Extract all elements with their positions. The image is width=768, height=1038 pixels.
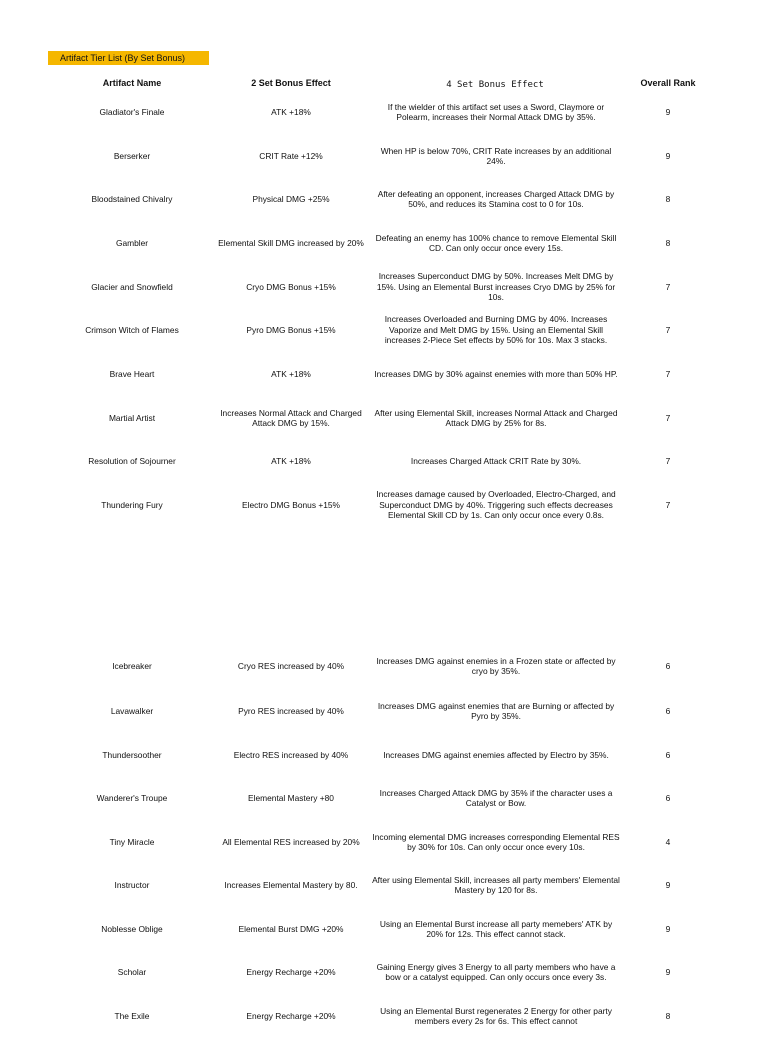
table-row bbox=[0, 352, 768, 396]
two-set-bonus-cell bbox=[208, 352, 374, 396]
artifact-name-cell-text: Noblesse Oblige bbox=[101, 923, 163, 934]
two-set-bonus-cell-text: ATK +18% bbox=[271, 455, 311, 466]
table-title: Artifact Tier List (By Set Bonus) bbox=[48, 51, 209, 65]
artifact-name-cell-text: Gladiator's Finale bbox=[99, 106, 165, 117]
two-set-bonus-cell-text: CRIT Rate +12% bbox=[259, 150, 323, 161]
table-row bbox=[0, 733, 768, 777]
two-set-bonus-cell-text: Physical DMG +25% bbox=[252, 193, 330, 204]
table-row bbox=[0, 950, 768, 994]
artifact-name-cell-text: Wanderer's Troupe bbox=[96, 792, 168, 803]
four-set-bonus-cell-text: Using an Elemental Burst regenerates 2 Energy for other party members every 2s for 6s. This effect cannot bbox=[380, 1005, 612, 1026]
overall-rank-cell bbox=[640, 439, 696, 483]
two-set-bonus-cell bbox=[208, 863, 374, 907]
four-set-bonus-cell-text: Incoming elemental DMG increases corresponding Elemental RES by 30% for 10s. Can only occur once every 10s. bbox=[372, 831, 620, 852]
artifact-name-cell bbox=[62, 994, 202, 1038]
two-set-bonus-cell-text: Electro DMG Bonus +15% bbox=[242, 499, 340, 510]
overall-rank-cell-text: 8 bbox=[665, 237, 671, 248]
overall-rank-cell-text: 9 bbox=[665, 150, 671, 161]
table-row bbox=[0, 265, 768, 309]
table-row bbox=[0, 863, 768, 907]
four-set-bonus-cell bbox=[372, 352, 620, 396]
table-row bbox=[0, 134, 768, 178]
two-set-bonus-cell-text: Cryo RES increased by 40% bbox=[237, 660, 345, 671]
two-set-bonus-cell bbox=[208, 439, 374, 483]
two-set-bonus-cell bbox=[208, 689, 374, 733]
overall-rank-cell-text: 9 bbox=[665, 106, 671, 117]
four-set-bonus-cell bbox=[372, 265, 620, 309]
four-set-bonus-cell bbox=[372, 308, 620, 352]
table-row bbox=[0, 689, 768, 733]
overall-rank-cell bbox=[640, 863, 696, 907]
header-two-set-bonus: 2 Set Bonus Effect bbox=[251, 78, 331, 88]
artifact-name-cell-text: Scholar bbox=[117, 966, 147, 977]
artifact-name-cell bbox=[62, 776, 202, 820]
four-set-bonus-cell-text: Defeating an enemy has 100% chance to remove Elemental Skill CD. Can only occur once every 15s. bbox=[375, 232, 617, 253]
artifact-name-cell-text: Brave Heart bbox=[109, 368, 155, 379]
overall-rank-cell-text: 7 bbox=[665, 324, 671, 335]
artifact-name-cell-text: Thundersoother bbox=[102, 749, 162, 760]
artifact-name-cell bbox=[62, 863, 202, 907]
two-set-bonus-cell-text: Electro RES increased by 40% bbox=[233, 749, 349, 760]
artifact-name-cell-text: Martial Artist bbox=[108, 412, 156, 423]
two-set-bonus-cell-text: Pyro DMG Bonus +15% bbox=[246, 324, 336, 335]
artifact-name-cell bbox=[62, 308, 202, 352]
two-set-bonus-cell-text: Elemental Skill DMG increased by 20% bbox=[218, 237, 364, 248]
overall-rank-cell bbox=[640, 950, 696, 994]
four-set-bonus-cell bbox=[372, 483, 620, 527]
artifact-name-cell bbox=[62, 950, 202, 994]
table-row bbox=[0, 90, 768, 134]
four-set-bonus-cell-text: Increases damage caused by Overloaded, Electro-Charged, and Superconduct DMG by 40%. Triggering such effects decreases Elemental Skill CD by 1s. Can only occur once every 0.8s. bbox=[376, 489, 616, 521]
table-row bbox=[0, 820, 768, 864]
artifact-name-cell-text: Bloodstained Chivalry bbox=[91, 193, 173, 204]
two-set-bonus-cell-text: Increases Elemental Mastery by 80. bbox=[224, 879, 358, 890]
artifact-name-cell bbox=[62, 134, 202, 178]
two-set-bonus-cell bbox=[208, 396, 374, 440]
artifact-name-cell bbox=[62, 352, 202, 396]
table-row bbox=[0, 483, 768, 527]
overall-rank-cell-text: 7 bbox=[665, 368, 671, 379]
table-row bbox=[0, 644, 768, 688]
overall-rank-cell-text: 9 bbox=[665, 879, 671, 890]
table-row bbox=[0, 439, 768, 483]
four-set-bonus-cell bbox=[372, 820, 620, 864]
table-row bbox=[0, 308, 768, 352]
two-set-bonus-cell-text: Pyro RES increased by 40% bbox=[238, 705, 344, 716]
overall-rank-cell bbox=[640, 689, 696, 733]
two-set-bonus-cell bbox=[208, 820, 374, 864]
overall-rank-cell bbox=[640, 820, 696, 864]
table-row bbox=[0, 776, 768, 820]
artifact-name-cell bbox=[62, 396, 202, 440]
four-set-bonus-cell-text: Increases DMG against enemies in a Frozen state or affected by cryo by 35%. bbox=[376, 655, 616, 676]
four-set-bonus-cell bbox=[372, 776, 620, 820]
four-set-bonus-cell-text: Increases DMG against enemies that are Burning or affected by Pyro by 35%. bbox=[377, 700, 615, 721]
overall-rank-cell-text: 7 bbox=[665, 499, 671, 510]
four-set-bonus-cell bbox=[372, 950, 620, 994]
two-set-bonus-cell-text: Energy Recharge +20% bbox=[246, 966, 336, 977]
artifact-name-cell-text: Tiny Miracle bbox=[109, 836, 155, 847]
overall-rank-cell-text: 6 bbox=[665, 705, 671, 716]
artifact-name-cell bbox=[62, 221, 202, 265]
four-set-bonus-cell-text: Gaining Energy gives 3 Energy to all party members who have a bow or a catalyst equipped. Can only occurs once every 3s. bbox=[376, 961, 616, 982]
artifact-name-cell bbox=[62, 439, 202, 483]
two-set-bonus-cell bbox=[208, 308, 374, 352]
overall-rank-cell bbox=[640, 907, 696, 951]
two-set-bonus-cell bbox=[208, 265, 374, 309]
overall-rank-cell-text: 6 bbox=[665, 660, 671, 671]
artifact-name-cell bbox=[62, 689, 202, 733]
two-set-bonus-cell-text: Cryo DMG Bonus +15% bbox=[246, 281, 336, 292]
four-set-bonus-cell-text: After using Elemental Skill, increases Normal Attack and Charged Attack DMG by 25% for 8s. bbox=[374, 407, 618, 428]
two-set-bonus-cell bbox=[208, 733, 374, 777]
table-row bbox=[0, 907, 768, 951]
overall-rank-cell bbox=[640, 221, 696, 265]
four-set-bonus-cell-text: Increases Charged Attack DMG by 35% if the character uses a Catalyst or Bow. bbox=[379, 787, 613, 808]
overall-rank-cell bbox=[640, 994, 696, 1038]
overall-rank-cell-text: 7 bbox=[665, 281, 671, 292]
overall-rank-cell-text: 9 bbox=[665, 923, 671, 934]
overall-rank-cell-text: 7 bbox=[665, 455, 671, 466]
table-row bbox=[0, 396, 768, 440]
overall-rank-cell-text: 7 bbox=[665, 412, 671, 423]
two-set-bonus-cell bbox=[208, 483, 374, 527]
overall-rank-cell bbox=[640, 776, 696, 820]
header-four-set-bonus: 4 Set Bonus Effect bbox=[446, 80, 544, 90]
artifact-name-cell bbox=[62, 177, 202, 221]
two-set-bonus-cell bbox=[208, 134, 374, 178]
two-set-bonus-cell-text: Increases Normal Attack and Charged Attack DMG by 15%. bbox=[220, 407, 362, 428]
two-set-bonus-cell bbox=[208, 177, 374, 221]
overall-rank-cell bbox=[640, 308, 696, 352]
two-set-bonus-cell-text: All Elemental RES increased by 20% bbox=[222, 836, 360, 847]
four-set-bonus-cell-text: After using Elemental Skill, increases all party members' Elemental Mastery by 120 for 8s. bbox=[372, 874, 620, 895]
overall-rank-cell bbox=[640, 352, 696, 396]
four-set-bonus-cell bbox=[372, 863, 620, 907]
overall-rank-cell-text: 4 bbox=[665, 836, 671, 847]
artifact-name-cell bbox=[62, 90, 202, 134]
two-set-bonus-cell bbox=[208, 221, 374, 265]
artifact-name-cell-text: Crimson Witch of Flames bbox=[85, 324, 179, 335]
artifact-name-cell-text: Gambler bbox=[115, 237, 149, 248]
artifact-name-cell-text: Icebreaker bbox=[112, 660, 152, 671]
four-set-bonus-cell bbox=[372, 733, 620, 777]
four-set-bonus-cell bbox=[372, 439, 620, 483]
overall-rank-cell bbox=[640, 644, 696, 688]
two-set-bonus-cell bbox=[208, 994, 374, 1038]
header-overall-rank: Overall Rank bbox=[640, 78, 696, 88]
four-set-bonus-cell-text: If the wielder of this artifact set uses a Sword, Claymore or Polearm, increases their Normal Attack DMG by 35%. bbox=[387, 101, 605, 122]
two-set-bonus-cell bbox=[208, 907, 374, 951]
four-set-bonus-cell bbox=[372, 396, 620, 440]
overall-rank-cell-text: 6 bbox=[665, 792, 671, 803]
artifact-name-cell bbox=[62, 483, 202, 527]
two-set-bonus-cell-text: ATK +18% bbox=[271, 106, 311, 117]
header-artifact-name: Artifact Name bbox=[102, 78, 162, 88]
overall-rank-cell-text: 9 bbox=[665, 966, 671, 977]
artifact-name-cell bbox=[62, 644, 202, 688]
four-set-bonus-cell bbox=[372, 177, 620, 221]
four-set-bonus-cell-text: When HP is below 70%, CRIT Rate increases by an additional 24%. bbox=[380, 145, 612, 166]
artifact-name-cell-text: Instructor bbox=[114, 879, 150, 890]
artifact-name-cell-text: The Exile bbox=[114, 1010, 150, 1021]
artifact-name-cell bbox=[62, 820, 202, 864]
four-set-bonus-cell bbox=[372, 689, 620, 733]
four-set-bonus-cell-text: Increases DMG by 30% against enemies with more than 50% HP. bbox=[374, 368, 618, 379]
overall-rank-cell bbox=[640, 134, 696, 178]
two-set-bonus-cell bbox=[208, 90, 374, 134]
four-set-bonus-cell-text: Increases Overloaded and Burning DMG by 40%. Increases Vaporize and Melt DMG by 15%. Using an Elemental Skill increases 2-Piece Set effects by 50% for 10s. Max 3 stacks. bbox=[384, 314, 608, 346]
two-set-bonus-cell-text: Elemental Burst DMG +20% bbox=[238, 923, 344, 934]
artifact-name-cell-text: Lavawalker bbox=[110, 705, 154, 716]
overall-rank-cell bbox=[640, 265, 696, 309]
four-set-bonus-cell bbox=[372, 134, 620, 178]
four-set-bonus-cell-text: Increases Superconduct DMG by 50%. Increases Melt DMG by 15%. Using an Elemental Burst increases Cryo DMG by 25% for 10s. bbox=[376, 271, 616, 303]
two-set-bonus-cell bbox=[208, 950, 374, 994]
two-set-bonus-cell bbox=[208, 776, 374, 820]
four-set-bonus-cell bbox=[372, 644, 620, 688]
table-row bbox=[0, 221, 768, 265]
overall-rank-cell bbox=[640, 396, 696, 440]
overall-rank-cell-text: 6 bbox=[665, 749, 671, 760]
artifact-name-cell-text: Berserker bbox=[113, 150, 151, 161]
overall-rank-cell-text: 8 bbox=[665, 193, 671, 204]
table-row bbox=[0, 177, 768, 221]
artifact-name-cell-text: Resolution of Sojourner bbox=[88, 455, 176, 466]
four-set-bonus-cell-text: Increases DMG against enemies affected by Electro by 35%. bbox=[383, 749, 609, 760]
two-set-bonus-cell bbox=[208, 644, 374, 688]
overall-rank-cell bbox=[640, 90, 696, 134]
two-set-bonus-cell-text: Energy Recharge +20% bbox=[246, 1010, 336, 1021]
four-set-bonus-cell-text: After defeating an opponent, increases Charged Attack DMG by 50%, and reduces its Stamina cost to 0 for 10s. bbox=[377, 188, 615, 209]
artifact-name-cell bbox=[62, 907, 202, 951]
artifact-name-cell bbox=[62, 265, 202, 309]
four-set-bonus-cell bbox=[372, 90, 620, 134]
artifact-name-cell-text: Thundering Fury bbox=[101, 499, 163, 510]
four-set-bonus-cell bbox=[372, 907, 620, 951]
four-set-bonus-cell-text: Increases Charged Attack CRIT Rate by 30%. bbox=[410, 455, 582, 466]
artifact-name-cell-text: Glacier and Snowfield bbox=[91, 281, 173, 292]
artifact-name-cell bbox=[62, 733, 202, 777]
four-set-bonus-cell bbox=[372, 994, 620, 1038]
four-set-bonus-cell-text: Using an Elemental Burst increase all party memebers' ATK by 20% for 12s. This effect cannot stack. bbox=[379, 918, 613, 939]
table-row bbox=[0, 994, 768, 1038]
overall-rank-cell-text: 8 bbox=[665, 1010, 671, 1021]
overall-rank-cell bbox=[640, 733, 696, 777]
two-set-bonus-cell-text: Elemental Mastery +80 bbox=[248, 792, 334, 803]
four-set-bonus-cell bbox=[372, 221, 620, 265]
two-set-bonus-cell-text: ATK +18% bbox=[271, 368, 311, 379]
overall-rank-cell bbox=[640, 177, 696, 221]
overall-rank-cell bbox=[640, 483, 696, 527]
